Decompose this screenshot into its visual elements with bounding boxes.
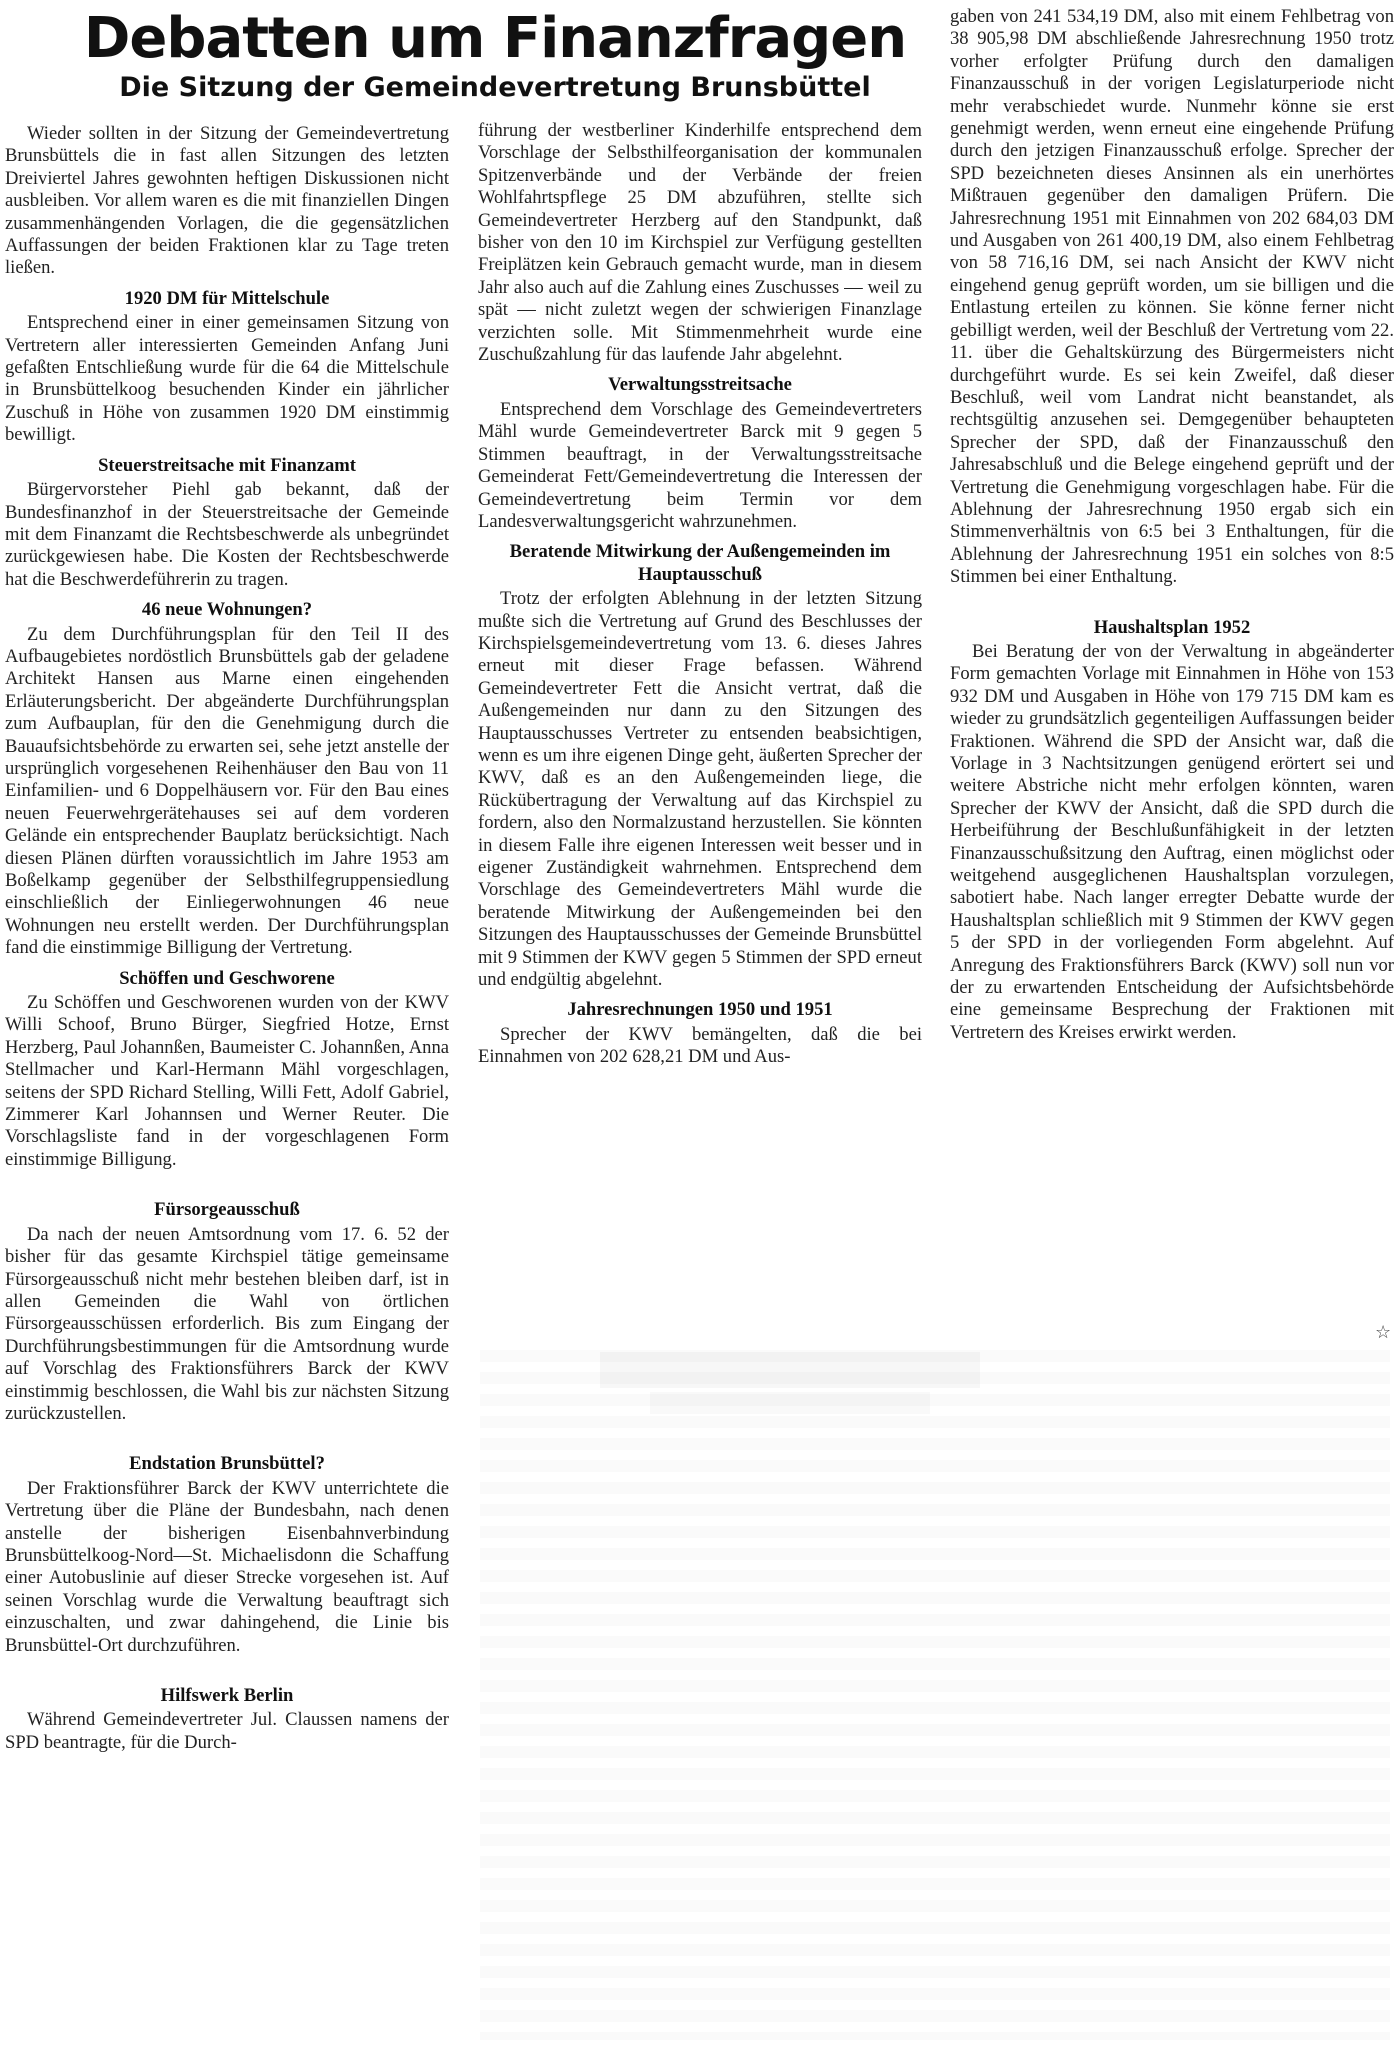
section-heading: Schöffen und Geschworene bbox=[119, 967, 335, 989]
section-heading: 46 neue Wohnungen? bbox=[141, 599, 313, 621]
section-heading: Endstation Brunsbüttel? bbox=[129, 1453, 325, 1475]
faded-ghost-subheading bbox=[650, 1392, 930, 1414]
article-headline: Debatten um Finanzfragen bbox=[83, 6, 907, 71]
article-column-2 bbox=[478, 120, 922, 1069]
section-heading: Haushaltsplan 1952 bbox=[1093, 616, 1251, 638]
paragraph: Entsprechend einer in einer gemeinsamen Sitzung von Vertretern aller interessierten Gemeinden Anfang Juni gefaßten Entschließung wurde für die 64 die Mittelschule in Brunsbüttelkoog besuchenden Kinder ein jährlicher Zuschuß in Höhe von zusammen 1920 DM einstimmig bewilligt. bbox=[5, 312, 449, 446]
section-heading: Steuerstreitsache mit Finanzamt bbox=[98, 454, 356, 476]
paragraph: Entsprechend dem Vorschlage des Gemeindevertreters Mähl wurde Gemeindevertreter Barck mit 9 gegen 5 Stimmen beauftragt, in der Verwaltungsstreitsache Gemeinderat Fett/Gemeindevertretung die Interessen der Gemeindevertretung beim Termin vor dem Landesverwaltungsgericht wahrzunehmen. bbox=[478, 398, 922, 532]
section-heading: Hilfswerk Berlin bbox=[160, 1685, 294, 1706]
paragraph: führung der westberliner Kinderhilfe entsprechend dem Vorschlage der Selbsthilfeorganisation der kommunalen Spitzenverbände und der Verbände der freien Wohlfahrtspflege 25 DM abzuführen, stellte sich Gemeindevertreter Herzberg auf den Standpunkt, daß bisher von den 10 im Kirchspiel zur Verfügung gestellten Freiplätzen kein Gebrauch gemacht wurde, man in diesem Jahr also auch auf die Zahlung eines Zuschusses — weil zu spät — nicht zuletzt wegen der schwierigen Finanzlage verzichten solle. Mit Stimmenmehrheit wurde eine Zuschußzahlung für das laufende Jahr abgelehnt. bbox=[478, 120, 922, 366]
paragraph: Während Gemeindevertreter Jul. Claussen namens der SPD beantragte, für die Durch- bbox=[5, 1709, 449, 1753]
paragraph: Bei Beratung der von der Verwaltung in abgeänderter Form gemachten Vorlage mit Einnahmen in Höhe von 153 932 DM und Ausgaben in Höhe von 179 715 DM kam es wieder zu grundsätzlich gegenteiligen Auffassungen beider Fraktionen. Während die SPD der Ansicht war, daß die Vorlage in 3 Nachtsitzungen genügend erörtert sei und weitere Abstriche nicht mehr erfolgen könnten, waren Sprecher der KWV der Ansicht, daß die SPD durch die Herbeiführung der Beschlußunfähigkeit in der letzten Finanzausschußsitzung den Auftrag, einen möglichst oder weitgehend ausgeglichenen Haushaltsplan vorzulegen, sabotiert habe. Nach langer erregter Debatte wurde der Haushaltsplan schließlich mit 9 Stimmen der KWV gegen 5 der SPD in der vorliegenden Form abgelehnt. Auf Anregung des Fraktionsführers Barck (KWV) soll nun vor der zu erwartenden Entscheidung der Aufsichtsbehörde eine gemeinsame Besprechung der Fraktionen mit Vertretern des Kreises erwirkt werden. bbox=[950, 640, 1394, 1043]
section-heading: 1920 DM für Mittelschule bbox=[124, 287, 330, 309]
article-column-3 bbox=[950, 6, 1394, 1044]
faded-ghost-heading bbox=[600, 1352, 980, 1388]
paragraph: gaben von 241 534,19 DM, also mit einem Fehlbetrag von 38 905,98 DM abschließende Jahresrechnung 1950 trotz vorher erfolgter Prüfung durch den damaligen Finanzausschuß in der vorigen Legislaturperiode nicht mehr verabschiedet wurde. Nunmehr könne sie erst genehmigt werden, wenn erneut eine eingehende Prüfung durch den jetzigen Finanzausschuß erfolge. Sprecher der SPD bezeichneten dieses Ansinnen als ein unerhörtes Mißtrauen gegenüber den damaligen Prüfern. Die Jahresrechnung 1951 mit Einnahmen von 202 684,03 DM und Ausgaben von 261 400,19 DM, also einem Fehlbetrag von 58 716,16 DM, sei nach Ansicht der KWV nicht eingehend genug geprüft worden, um sie billigen und die Entlastung erteilen zu können. Sie könne ferner nicht gebilligt werden, weil der Beschluß der Vertretung vom 22. 11. über die Gehaltskürzung des Bürgermeisters nicht durchgeführt wurde. Es sei kein Zweifel, daß dieser Beschluß, weil vom Landrat nicht beanstandet, als rechtsgültig anzusehen sei. Demgegenüber behaupteten Sprecher der SPD, daß der Finanzausschuß den Jahresabschluß und die Belege eingehend geprüft und der Vertretung die Genehmigung vorgeschlagen habe. Für die Ablehnung der Jahresrechnung 1950 ergab sich ein Stimmenverhältnis von 6:5 bei 3 Enthaltungen, für die Ablehnung der Jahresrechnung 1951 ein solches von 8:5 Stimmen bei einer Enthaltung. bbox=[950, 6, 1394, 588]
article-column-1 bbox=[5, 123, 449, 1754]
paragraph: Da nach der neuen Amtsordnung vom 17. 6. 52 der bisher für das gesamte Kirchspiel tätige gemeinsame Fürsorgeausschuß nicht mehr bestehen bleiben darf, ist in allen Gemeinden die Wahl von örtlichen Fürsorgeausschüssen erforderlich. Bis zum Eingang der Durchführungsbestimmungen für die Amtsordnung wurde auf Vorschlag des Fraktionsführers Barck der KWV einstimmig beschlossen, die Wahl bis zur nächsten Sitzung zurückzustellen. bbox=[5, 1223, 449, 1424]
section-heading: Fürsorgeausschuß bbox=[154, 1199, 300, 1221]
end-star-icon: ☆ bbox=[1375, 1322, 1392, 1343]
faded-bleedthrough-region bbox=[480, 1350, 1390, 2040]
paragraph: Trotz der erfolgten Ablehnung in der letzten Sitzung mußte sich die Vertretung auf Grund des Beschlusses der Kirchspielsgemeindevertretung vom 13. 6. dieses Jahres erneut mit dieser Frage befassen. Während Gemeindevertreter Fett die Ansicht vertrat, daß die Außengemeinden nur dann zu den Sitzungen des Hauptausschusses Vertreter zu entsenden beabsichtigen, wenn es um ihre eigenen Dinge geht, äußerten Sprecher der KWV, daß es an den Außengemeinden liege, die Rückübertragung der Verwaltung auf das Kirchspiel zu fordern, also den Normalzustand herzustellen. Sie könnten in diesem Falle ihre eigenen Interessen weit besser und in eigener Zuständigkeit wahrnehmen. Entsprechend dem Vorschlage des Gemeindevertreters Mähl wurde die beratende Mitwirkung der Außengemeinden bei den Sitzungen des Hauptausschusses der Gemeinde Brunsbüttel mit 9 Stimmen der KWV gegen 5 Stimmen der SPD erneut und endgültig abgelehnt. bbox=[478, 588, 923, 991]
paragraph: Bürgervorsteher Piehl gab bekannt, daß der Bundesfinanzhof in der Steuerstreitsache der Gemeinde mit dem Finanzamt die Rechtsbeschwerde als unbegründet zurückgewiesen habe. Die Kosten der Rechtsbeschwerde hat die Beschwerdeführerin zu tragen. bbox=[5, 479, 449, 590]
section-heading: Beratende Mitwirkung der Außengemeinden im Hauptausschuß bbox=[509, 541, 891, 585]
paragraph: Zu Schöffen und Geschworenen wurden von der KWV Willi Schoof, Bruno Bürger, Siegfried Hotze, Ernst Herzberg, Paul Johannßen, Baumeister C. Johannßen, Anna Stellmacher und Karl-Hermann Mähl vorgeschlagen, seitens der SPD Richard Stelling, Willi Fett, Adolf Gabriel, Zimmerer Karl Johannsen und Werner Reuter. Die Vorschlagsliste fand in der vorgeschlagenen Form einstimmige Billigung. bbox=[5, 992, 449, 1170]
article-subheadline: Die Sitzung der Gemeindevertretung Brunsbüttel bbox=[119, 72, 871, 103]
paragraph: Der Fraktionsführer Barck der KWV unterrichtete die Vertretung über die Pläne der Bundesbahn, nach denen anstelle der bisherigen Eisenbahnverbindung Brunsbüttelkoog-Nord—St. Michaelisdonn die Schaffung einer Autobuslinie auf dieser Strecke vorgesehen ist. Auf seinen Vorschlag wurde die Verwaltung beauftragt sich einzuschalten, und zwar dahingehend, die Linie bis Brunsbüttel-Ort durchzuführen. bbox=[5, 1477, 449, 1656]
section-heading: Jahresrechnungen 1950 und 1951 bbox=[567, 999, 833, 1021]
paragraph: Wieder sollten in der Sitzung der Gemeindevertretung Brunsbüttels die in fast allen Sitzungen des letzten Dreiviertel Jahres gewohnten heftigen Diskussionen nicht ausbleiben. Vor allem waren es die mit finanziellen Dingen zusammenhängenden Vorlagen, die die gegensätzlichen Auffassungen der beiden Fraktionen klar zu Tage treten ließen. bbox=[5, 123, 449, 279]
paragraph: Sprecher der KWV bemängelten, daß die bei Einnahmen von 202 628,21 DM und Aus- bbox=[478, 1023, 922, 1068]
section-heading: Verwaltungsstreitsache bbox=[608, 374, 792, 396]
paragraph: Zu dem Durchführungsplan für den Teil II des Aufbaugebietes nordöstlich Brunsbüttels gab der geladene Architekt Hansen aus Marne einen eingehenden Erläuterungsbericht. Der abgeänderte Durchführungsplan zum Aufbauplan, für den die Genehmigung durch die Bauaufsichtsbehörde zu erwarten sei, sehe jetzt anstelle der ursprünglich vorgesehenen Reihenhäuser den Bau von 11 Einfamilien- und 6 Doppelhäusern vor. Für den Bau eines neuen Feuerwehrgerätehauses sei auf dem vorderen Gelände ein entsprechender Bauplatz berücksichtigt. Nach diesen Plänen dürften voraussichtlich im Jahre 1953 am Boßelkamp gegenüber der Selbsthilfegruppensiedlung einschließlich der Einliegerwohnungen 46 neue Wohnungen neu erstellt werden. Der Durchführungsplan fand die einstimmige Billigung der Vertretung. bbox=[5, 623, 449, 959]
